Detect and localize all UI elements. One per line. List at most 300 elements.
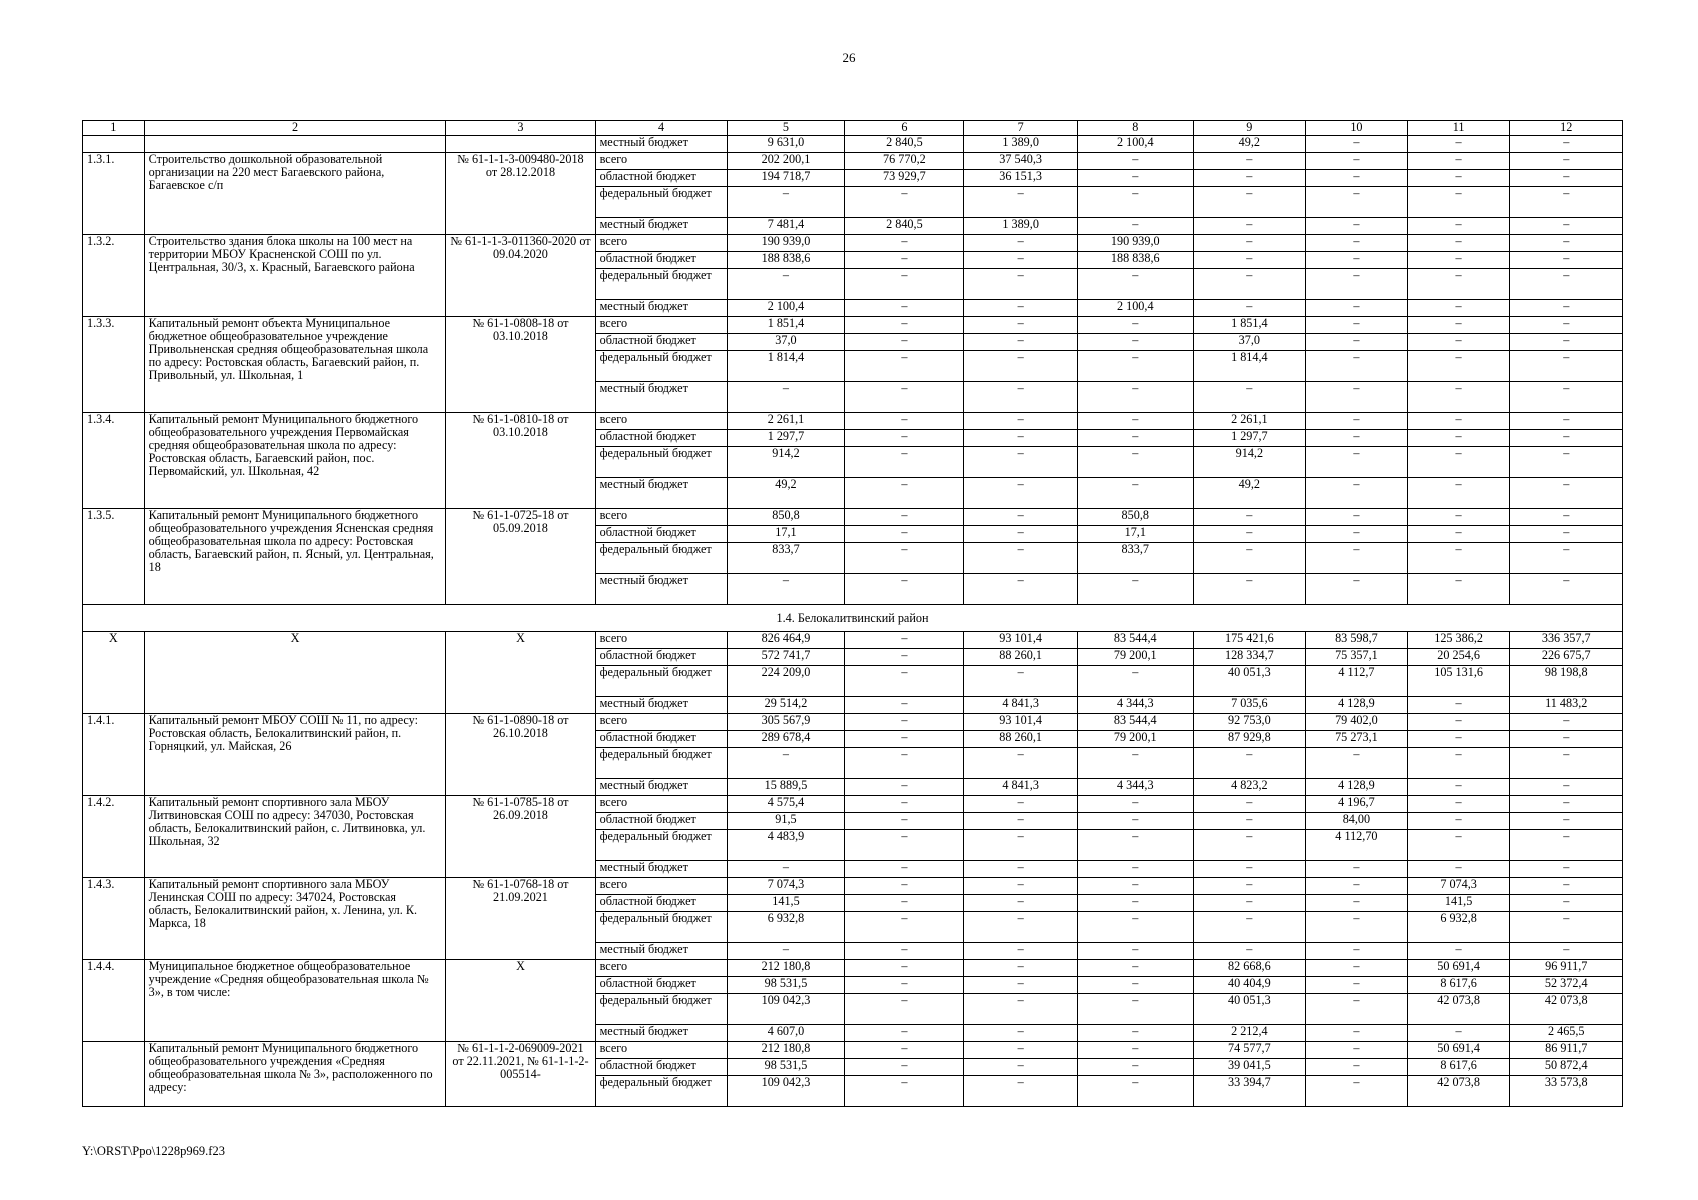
amount-cell: – [964, 235, 1078, 252]
funding-source-cell: всего [595, 878, 727, 895]
amount-cell: – [1193, 300, 1305, 317]
amount-cell: 2 261,1 [1193, 413, 1305, 430]
amount-cell: – [1077, 943, 1193, 960]
table-row [83, 878, 1623, 895]
amount-cell: – [845, 430, 964, 447]
amount-cell: – [1077, 351, 1193, 382]
funding-source-cell: всего [595, 714, 727, 731]
amount-cell: 75 357,1 [1306, 649, 1408, 666]
amount-cell: 2 840,5 [845, 218, 964, 235]
amount-cell: 305 567,9 [727, 714, 845, 731]
amount-cell: – [1193, 382, 1305, 413]
amount-cell: 83 544,4 [1077, 632, 1193, 649]
amount-cell: – [727, 748, 845, 779]
amount-cell: 83 544,4 [1077, 714, 1193, 731]
column-number-cell: 11 [1407, 121, 1510, 136]
amount-cell: 39 041,5 [1193, 1059, 1305, 1076]
amount-cell: – [1193, 235, 1305, 252]
funding-source-cell: федеральный бюджет [595, 748, 727, 779]
amount-cell: – [1407, 574, 1510, 605]
amount-cell: – [1510, 895, 1623, 912]
amount-cell: – [1407, 943, 1510, 960]
amount-cell: – [1306, 574, 1408, 605]
column-number-cell: 5 [727, 121, 845, 136]
amount-cell: – [1510, 731, 1623, 748]
amount-cell: – [845, 666, 964, 697]
document-ref-cell: № 61-1-0890-18 от 26.10.2018 [446, 714, 595, 796]
amount-cell: – [1306, 136, 1408, 153]
amount-cell: 91,5 [727, 813, 845, 830]
column-number-cell: 9 [1193, 121, 1305, 136]
amount-cell: – [1077, 334, 1193, 351]
amount-cell: 42 073,8 [1407, 1076, 1510, 1107]
amount-cell: 2 212,4 [1193, 1025, 1305, 1042]
amount-cell: 50 691,4 [1407, 960, 1510, 977]
item-name-cell: Капитальный ремонт Муниципального бюджетного общеобразовательного учреждения Первомайская средняя общеобразовательная школа по адресу: Ростовская область, Багаевский район, пос. Первомайский, ул. Школьная, 42 [144, 413, 446, 509]
amount-cell: – [1077, 960, 1193, 977]
funding-source-cell: федеральный бюджет [595, 187, 727, 218]
amount-cell: – [1510, 447, 1623, 478]
amount-cell: – [1407, 300, 1510, 317]
amount-cell: – [1077, 187, 1193, 218]
amount-cell: – [845, 252, 964, 269]
amount-cell: – [1510, 748, 1623, 779]
amount-cell: 98 198,8 [1510, 666, 1623, 697]
amount-cell: – [1510, 478, 1623, 509]
item-number-cell: 1.4.4. [83, 960, 145, 1042]
amount-cell: 4 112,7 [1306, 666, 1408, 697]
amount-cell: – [1077, 861, 1193, 878]
amount-cell: – [1510, 218, 1623, 235]
amount-cell: – [1077, 413, 1193, 430]
amount-cell: – [964, 994, 1078, 1025]
amount-cell: – [845, 796, 964, 813]
amount-cell: 289 678,4 [727, 731, 845, 748]
funding-source-cell: всего [595, 317, 727, 334]
amount-cell: 76 770,2 [845, 153, 964, 170]
table-row [83, 317, 1623, 334]
document-ref-cell: Х [446, 632, 595, 714]
amount-cell: – [1407, 861, 1510, 878]
amount-cell: – [1510, 813, 1623, 830]
funding-source-cell: федеральный бюджет [595, 1076, 727, 1107]
amount-cell: 1 851,4 [727, 317, 845, 334]
amount-cell: – [1407, 447, 1510, 478]
funding-source-cell: всего [595, 235, 727, 252]
funding-source-cell: местный бюджет [595, 943, 727, 960]
amount-cell: 6 932,8 [1407, 912, 1510, 943]
amount-cell: – [1193, 526, 1305, 543]
amount-cell: – [845, 813, 964, 830]
funding-source-cell: всего [595, 1042, 727, 1059]
amount-cell: – [845, 574, 964, 605]
amount-cell: 40 051,3 [1193, 994, 1305, 1025]
amount-cell: 190 939,0 [1077, 235, 1193, 252]
amount-cell: – [1407, 382, 1510, 413]
amount-cell: – [845, 382, 964, 413]
amount-cell: – [1077, 382, 1193, 413]
amount-cell: – [1193, 748, 1305, 779]
column-number-cell: 3 [446, 121, 595, 136]
item-number-cell: 1.3.2. [83, 235, 145, 317]
amount-cell: – [1193, 218, 1305, 235]
amount-cell: – [1510, 170, 1623, 187]
amount-cell: – [1077, 317, 1193, 334]
amount-cell: 73 929,7 [845, 170, 964, 187]
amount-cell: 105 131,6 [1407, 666, 1510, 697]
amount-cell: 84,00 [1306, 813, 1408, 830]
amount-cell: – [964, 830, 1078, 861]
amount-cell: 188 838,6 [1077, 252, 1193, 269]
amount-cell: – [1077, 912, 1193, 943]
amount-cell: 212 180,8 [727, 1042, 845, 1059]
item-number-cell [83, 136, 145, 153]
document-ref-cell: № 61-1-1-2-069009-2021 от 22.11.2021, № 61-1-1-2-005514- [446, 1042, 595, 1107]
amount-cell: – [1077, 218, 1193, 235]
table-row [83, 509, 1623, 526]
amount-cell: – [845, 632, 964, 649]
amount-cell: – [1407, 317, 1510, 334]
amount-cell: 914,2 [727, 447, 845, 478]
funding-source-cell: областной бюджет [595, 334, 727, 351]
amount-cell: – [1510, 153, 1623, 170]
section-heading: 1.4. Белокалитвинский район [83, 605, 1623, 632]
amount-cell: – [1193, 153, 1305, 170]
amount-cell: 36 151,3 [964, 170, 1078, 187]
amount-cell: – [1407, 813, 1510, 830]
amount-cell: – [1193, 861, 1305, 878]
amount-cell: 4 128,9 [1306, 697, 1408, 714]
funding-source-cell: местный бюджет [595, 478, 727, 509]
table-row [83, 136, 1623, 153]
amount-cell: – [845, 300, 964, 317]
table-row [83, 153, 1623, 170]
amount-cell: 4 607,0 [727, 1025, 845, 1042]
amount-cell: – [1407, 430, 1510, 447]
amount-cell: – [1193, 813, 1305, 830]
amount-cell: – [1306, 977, 1408, 994]
amount-cell: – [845, 1059, 964, 1076]
amount-cell: – [1306, 861, 1408, 878]
column-number-cell: 8 [1077, 121, 1193, 136]
amount-cell: – [964, 796, 1078, 813]
amount-cell: 86 911,7 [1510, 1042, 1623, 1059]
amount-cell: – [964, 509, 1078, 526]
amount-cell: 93 101,4 [964, 714, 1078, 731]
amount-cell: – [1306, 478, 1408, 509]
footer-file-path: Y:\ORST\Ppo\1228p969.f23 [82, 1144, 225, 1158]
amount-cell: 79 200,1 [1077, 731, 1193, 748]
amount-cell: – [845, 830, 964, 861]
amount-cell: – [1306, 878, 1408, 895]
amount-cell: 141,5 [1407, 895, 1510, 912]
amount-cell: 2 100,4 [1077, 300, 1193, 317]
amount-cell: 88 260,1 [964, 731, 1078, 748]
funding-source-cell: всего [595, 413, 727, 430]
table-row [83, 796, 1623, 813]
amount-cell: – [1077, 170, 1193, 187]
funding-source-cell: областной бюджет [595, 170, 727, 187]
funding-source-cell: всего [595, 509, 727, 526]
amount-cell: 1 389,0 [964, 136, 1078, 153]
amount-cell: 109 042,3 [727, 994, 845, 1025]
amount-cell: – [1407, 543, 1510, 574]
amount-cell: – [1510, 714, 1623, 731]
amount-cell: 33 394,7 [1193, 1076, 1305, 1107]
amount-cell: 82 668,6 [1193, 960, 1305, 977]
amount-cell: – [1510, 943, 1623, 960]
amount-cell: – [1306, 252, 1408, 269]
funding-source-cell: местный бюджет [595, 574, 727, 605]
amount-cell: 336 357,7 [1510, 632, 1623, 649]
amount-cell: – [1306, 269, 1408, 300]
item-number-cell: 1.4.3. [83, 878, 145, 960]
amount-cell: 96 911,7 [1510, 960, 1623, 977]
amount-cell: – [964, 813, 1078, 830]
amount-cell: 4 112,70 [1306, 830, 1408, 861]
amount-cell: 7 035,6 [1193, 697, 1305, 714]
amount-cell: 1 814,4 [727, 351, 845, 382]
amount-cell: – [1077, 666, 1193, 697]
amount-cell: – [845, 943, 964, 960]
column-number-cell: 12 [1510, 121, 1623, 136]
amount-cell: – [1407, 697, 1510, 714]
table-row [83, 714, 1623, 731]
amount-cell: – [1077, 977, 1193, 994]
amount-cell: – [964, 1025, 1078, 1042]
funding-source-cell: федеральный бюджет [595, 912, 727, 943]
section-heading-row [83, 605, 1623, 632]
amount-cell: – [727, 187, 845, 218]
amount-cell: – [727, 943, 845, 960]
document-ref-cell: № 61-1-1-3-009480-2018 от 28.12.2018 [446, 153, 595, 235]
funding-source-cell: всего [595, 632, 727, 649]
amount-cell: – [964, 878, 1078, 895]
amount-cell: 4 344,3 [1077, 697, 1193, 714]
amount-cell: – [964, 977, 1078, 994]
amount-cell: – [964, 748, 1078, 779]
funding-source-cell: всего [595, 960, 727, 977]
amount-cell: – [1407, 170, 1510, 187]
amount-cell: – [1306, 382, 1408, 413]
amount-cell: – [964, 382, 1078, 413]
amount-cell: – [1510, 300, 1623, 317]
amount-cell: 11 483,2 [1510, 697, 1623, 714]
amount-cell: 125 386,2 [1407, 632, 1510, 649]
amount-cell: – [1510, 912, 1623, 943]
funding-source-cell: местный бюджет [595, 697, 727, 714]
amount-cell: 87 929,8 [1193, 731, 1305, 748]
amount-cell: – [845, 1076, 964, 1107]
amount-cell: 4 196,7 [1306, 796, 1408, 813]
amount-cell: – [1306, 543, 1408, 574]
funding-source-cell: местный бюджет [595, 861, 727, 878]
amount-cell: – [845, 351, 964, 382]
amount-cell: 42 073,8 [1407, 994, 1510, 1025]
amount-cell: 141,5 [727, 895, 845, 912]
amount-cell: 212 180,8 [727, 960, 845, 977]
page-number: 26 [842, 50, 856, 65]
amount-cell: 9 631,0 [727, 136, 845, 153]
amount-cell: 40 404,9 [1193, 977, 1305, 994]
amount-cell: – [964, 334, 1078, 351]
amount-cell: – [727, 382, 845, 413]
amount-cell: – [1510, 136, 1623, 153]
amount-cell: – [964, 1042, 1078, 1059]
amount-cell: 7 074,3 [727, 878, 845, 895]
funding-source-cell: федеральный бюджет [595, 269, 727, 300]
amount-cell: – [1077, 994, 1193, 1025]
amount-cell: – [1077, 1025, 1193, 1042]
amount-cell: – [727, 574, 845, 605]
item-number-cell: 1.3.3. [83, 317, 145, 413]
amount-cell: – [1193, 187, 1305, 218]
funding-source-cell: местный бюджет [595, 382, 727, 413]
amount-cell: – [964, 430, 1078, 447]
funding-source-cell: федеральный бюджет [595, 351, 727, 382]
amount-cell: – [964, 187, 1078, 218]
amount-cell: – [845, 447, 964, 478]
item-name-cell: Строительство дошкольной образовательной организации на 220 мест Багаевского района, Багаевское с/п [144, 153, 446, 235]
amount-cell: – [845, 748, 964, 779]
amount-cell: – [845, 714, 964, 731]
item-number-cell: 1.3.1. [83, 153, 145, 235]
amount-cell: – [1510, 252, 1623, 269]
amount-cell: – [1077, 447, 1193, 478]
amount-cell: – [1306, 1025, 1408, 1042]
amount-cell: – [845, 269, 964, 300]
amount-cell: – [1510, 430, 1623, 447]
item-name-cell: Строительство здания блока школы на 100 мест на территории МБОУ Красненской СОШ по ул. Центральная, 30/3, х. Красный, Багаевского района [144, 235, 446, 317]
funding-source-cell: областной бюджет [595, 731, 727, 748]
amount-cell: – [964, 300, 1078, 317]
amount-cell: – [964, 960, 1078, 977]
item-name-cell: Капитальный ремонт МБОУ СОШ № 11, по адресу: Ростовская область, Белокалитвинский район, п. Горняцкий, ул. Майская, 26 [144, 714, 446, 796]
amount-cell: – [964, 543, 1078, 574]
amount-cell: 20 254,6 [1407, 649, 1510, 666]
amount-cell: – [964, 912, 1078, 943]
amount-cell: 79 402,0 [1306, 714, 1408, 731]
item-name-cell [144, 136, 446, 153]
amount-cell: – [1407, 218, 1510, 235]
amount-cell: 42 073,8 [1510, 994, 1623, 1025]
amount-cell: – [1407, 731, 1510, 748]
amount-cell: – [1306, 912, 1408, 943]
amount-cell: – [1193, 912, 1305, 943]
amount-cell: 194 718,7 [727, 170, 845, 187]
document-ref-cell: № 61-1-0785-18 от 26.09.2018 [446, 796, 595, 878]
amount-cell: – [1306, 430, 1408, 447]
amount-cell: – [1306, 526, 1408, 543]
amount-cell: 15 889,5 [727, 779, 845, 796]
amount-cell: 1 389,0 [964, 218, 1078, 235]
amount-cell: – [1193, 943, 1305, 960]
amount-cell: – [964, 351, 1078, 382]
amount-cell: – [1510, 187, 1623, 218]
amount-cell: – [1306, 218, 1408, 235]
item-name-cell: Х [144, 632, 446, 714]
amount-cell: – [1407, 351, 1510, 382]
amount-cell: – [1193, 509, 1305, 526]
amount-cell: – [1077, 895, 1193, 912]
amount-cell: 826 464,9 [727, 632, 845, 649]
amount-cell: 52 372,4 [1510, 977, 1623, 994]
funding-source-cell: федеральный бюджет [595, 830, 727, 861]
amount-cell: 4 823,2 [1193, 779, 1305, 796]
amount-cell: 17,1 [727, 526, 845, 543]
amount-cell: – [1407, 526, 1510, 543]
amount-cell: – [1077, 574, 1193, 605]
amount-cell: – [1306, 187, 1408, 218]
funding-source-cell: федеральный бюджет [595, 666, 727, 697]
funding-source-cell: федеральный бюджет [595, 447, 727, 478]
amount-cell: 17,1 [1077, 526, 1193, 543]
funding-source-cell: областной бюджет [595, 977, 727, 994]
amount-cell: 92 753,0 [1193, 714, 1305, 731]
funding-source-cell: местный бюджет [595, 300, 727, 317]
amount-cell: – [1407, 413, 1510, 430]
amount-cell: – [964, 252, 1078, 269]
amount-cell: – [845, 878, 964, 895]
amount-cell: 49,2 [1193, 478, 1305, 509]
table-row [83, 413, 1623, 430]
amount-cell: 2 100,4 [1077, 136, 1193, 153]
item-number-cell: 1.4.2. [83, 796, 145, 878]
document-ref-cell [446, 136, 595, 153]
document-ref-cell: № 61-1-0810-18 от 03.10.2018 [446, 413, 595, 509]
amount-cell: – [845, 912, 964, 943]
budget-table [82, 120, 1623, 1107]
amount-cell: – [1193, 830, 1305, 861]
amount-cell: – [845, 1042, 964, 1059]
amount-cell: – [964, 413, 1078, 430]
amount-cell: – [845, 478, 964, 509]
amount-cell: – [1306, 994, 1408, 1025]
item-name-cell: Капитальный ремонт Муниципального бюджетного общеобразовательного учреждения «Средняя общеобразовательная школа № 3», расположенного по адресу: [144, 1042, 446, 1107]
amount-cell: – [964, 269, 1078, 300]
amount-cell: – [1407, 714, 1510, 731]
amount-cell: – [845, 235, 964, 252]
amount-cell: 2 261,1 [727, 413, 845, 430]
amount-cell: – [1407, 509, 1510, 526]
amount-cell: 1 297,7 [1193, 430, 1305, 447]
amount-cell: – [1510, 830, 1623, 861]
item-name-cell: Капитальный ремонт спортивного зала МБОУ Литвиновская СОШ по адресу: 347030, Ростовская область, Белокалитвинский район, с. Литвиновка, ул. Школьная, 32 [144, 796, 446, 878]
item-number-cell: 1.3.4. [83, 413, 145, 509]
amount-cell: 226 675,7 [1510, 649, 1623, 666]
amount-cell: – [964, 1059, 1078, 1076]
amount-cell: – [1306, 1042, 1408, 1059]
amount-cell: – [845, 334, 964, 351]
amount-cell: 74 577,7 [1193, 1042, 1305, 1059]
item-name-cell: Капитальный ремонт спортивного зала МБОУ Ленинская СОШ по адресу: 347024, Ростовская область, Белокалитвинский район, х. Ленина, ул. К. Маркса, 18 [144, 878, 446, 960]
item-number-cell: 1.4.1. [83, 714, 145, 796]
amount-cell: – [1510, 351, 1623, 382]
amount-cell: – [1510, 779, 1623, 796]
amount-cell: 833,7 [727, 543, 845, 574]
funding-source-cell: областной бюджет [595, 649, 727, 666]
amount-cell: 1 814,4 [1193, 351, 1305, 382]
amount-cell: – [1510, 878, 1623, 895]
amount-cell: – [1407, 187, 1510, 218]
amount-cell: 224 209,0 [727, 666, 845, 697]
amount-cell: – [1306, 153, 1408, 170]
amount-cell: 37 540,3 [964, 153, 1078, 170]
amount-cell: – [845, 1025, 964, 1042]
amount-cell: – [964, 895, 1078, 912]
amount-cell: 4 841,3 [964, 779, 1078, 796]
amount-cell: – [1306, 170, 1408, 187]
